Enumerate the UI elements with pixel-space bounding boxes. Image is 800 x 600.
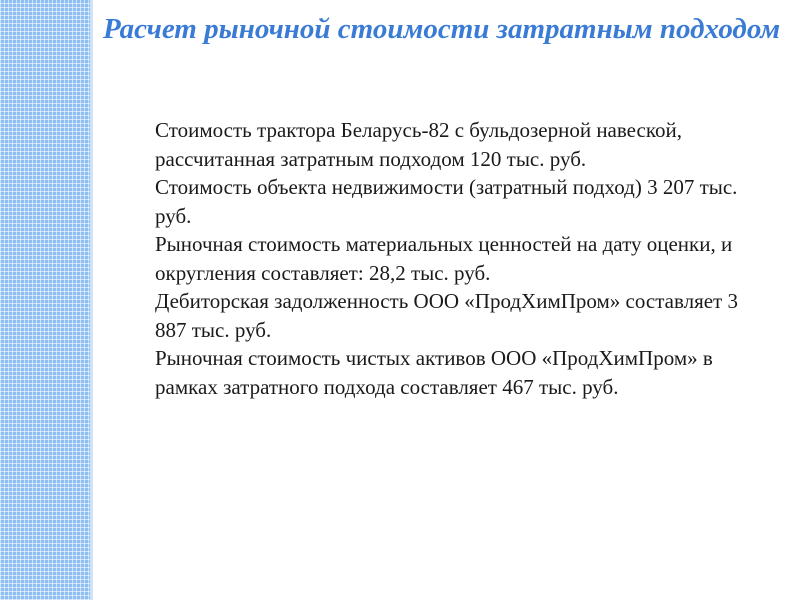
paragraph-tractor-cost: Стоимость трактора Беларусь-82 с бульдозерной навеской, рассчитанная затратным подходом 120 тыс. руб. <box>155 118 682 171</box>
paragraph-material-values: Рыночная стоимость материальных ценностей на дату оценки, и округления составляет: 28,2 тыс. руб. <box>155 232 733 285</box>
slide-body <box>155 116 745 401</box>
paragraph-real-estate-cost: Стоимость объекта недвижимости (затратный подход) 3 207 тыс. руб. <box>155 175 738 228</box>
slide-title: Расчет рыночной стоимости затратным подходом <box>103 13 781 45</box>
decorative-side-band <box>0 0 90 600</box>
side-band-edge <box>90 0 93 600</box>
paragraph-receivables: Дебиторская задолженность ООО «ПродХимПром» составляет 3 887 тыс. руб. <box>155 289 738 342</box>
paragraph-net-assets: Рыночная стоимость чистых активов ООО «ПродХимПром» в рамках затратного подхода составляет 467 тыс. руб. <box>155 346 713 399</box>
